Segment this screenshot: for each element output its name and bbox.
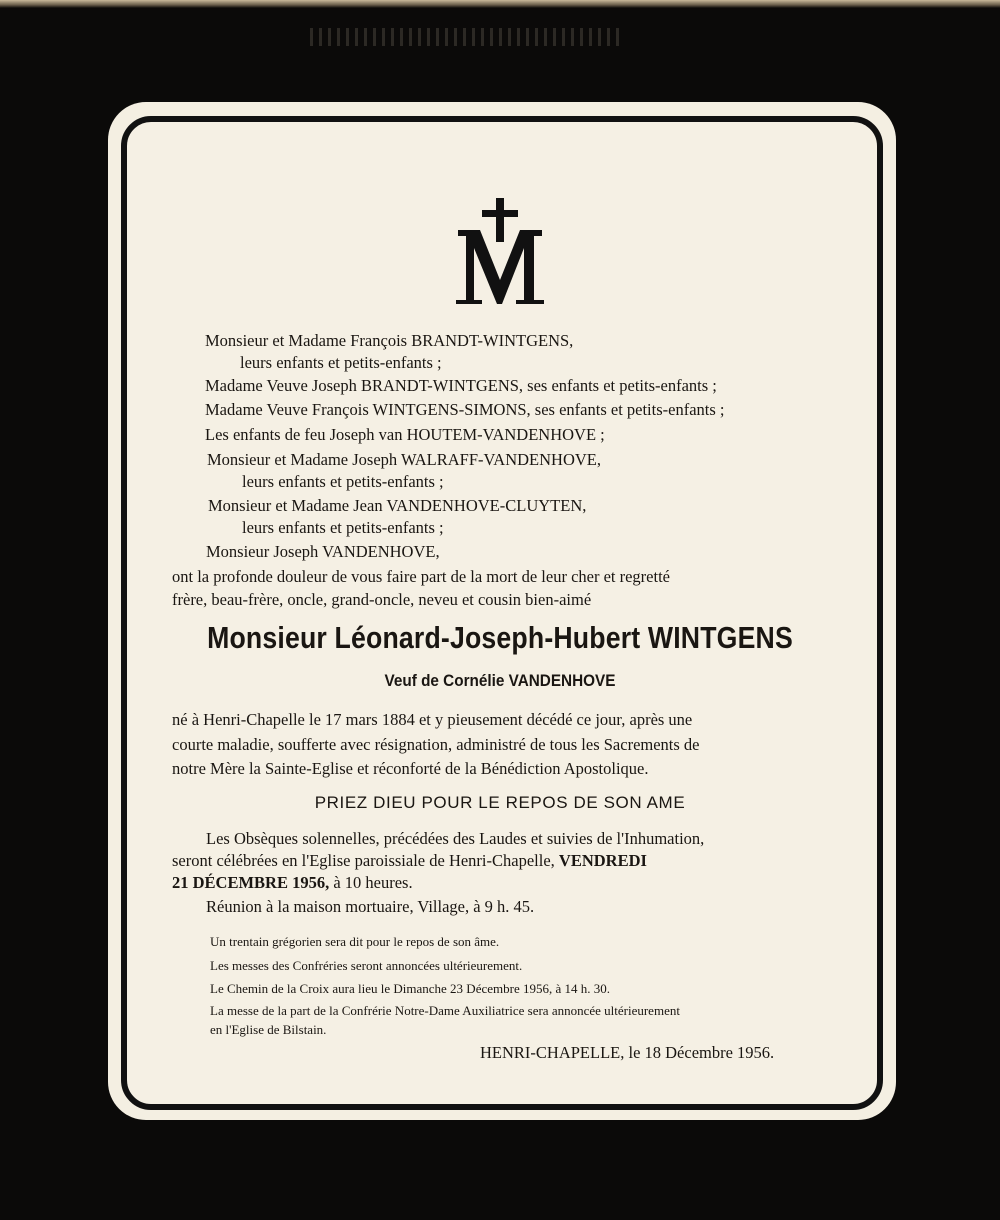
deceased-subtitle: Veuf de Cornélie VANDENHOVE bbox=[384, 671, 616, 690]
family-line: Madame Veuve François WINTGENS-SIMONS, ses enfants et petits-enfants ; bbox=[205, 400, 725, 419]
funeral-day: VENDREDI bbox=[558, 851, 647, 870]
family-line: leurs enfants et petits-enfants ; bbox=[242, 472, 444, 491]
family-line: leurs enfants et petits-enfants ; bbox=[242, 518, 444, 537]
paper-top-edge bbox=[0, 0, 1000, 8]
note-line: Un trentain grégorien sera dit pour le repos de son âme. bbox=[210, 934, 500, 949]
note-line: Les messes des Confréries seront annoncées ultérieurement. bbox=[210, 958, 523, 973]
prayer-heading: PRIEZ DIEU POUR LE REPOS DE SON AME bbox=[314, 793, 686, 812]
bio-line: courte maladie, soufferte avec résignation, administré de tous les Sacrements de bbox=[172, 735, 700, 754]
funeral-date: 21 DÉCEMBRE 1956, bbox=[172, 873, 330, 892]
note-line: en l'Eglise de Bilstain. bbox=[210, 1022, 327, 1037]
family-line: Madame Veuve Joseph BRANDT-WINTGENS, ses enfants et petits-enfants ; bbox=[205, 376, 717, 395]
family-line: Monsieur et Madame Joseph WALRAFF-VANDENHOVE, bbox=[207, 450, 601, 469]
funeral-time: à 10 heures. bbox=[329, 873, 413, 892]
family-line: Monsieur Joseph VANDENHOVE, bbox=[206, 542, 440, 561]
bio-line: notre Mère la Sainte-Eglise et réconforté de la Bénédiction Apostolique. bbox=[172, 759, 649, 778]
place-and-date: HENRI-CHAPELLE, le 18 Décembre 1956. bbox=[480, 1043, 775, 1062]
family-line: Monsieur et Madame François BRANDT-WINTGENS, bbox=[205, 331, 574, 350]
marian-monogram-icon bbox=[450, 196, 550, 306]
announcement-line: ont la profonde douleur de vous faire part de la mort de leur cher et regretté bbox=[172, 567, 670, 586]
note-line: Le Chemin de la Croix aura lieu le Dimanche 23 Décembre 1956, à 14 h. 30. bbox=[210, 981, 610, 996]
binding-marks bbox=[310, 28, 620, 46]
funeral-line: Réunion à la maison mortuaire, Village, à 9 h. 45. bbox=[206, 897, 535, 916]
bio-line: né à Henri-Chapelle le 17 mars 1884 et y pieusement décédé ce jour, après une bbox=[172, 710, 693, 729]
family-line: Les enfants de feu Joseph van HOUTEM-VANDENHOVE ; bbox=[205, 425, 605, 444]
announcement-line: frère, beau-frère, oncle, grand-oncle, neveu et cousin bien-aimé bbox=[172, 590, 592, 609]
family-line: leurs enfants et petits-enfants ; bbox=[240, 353, 442, 372]
funeral-line bbox=[172, 851, 647, 871]
deceased-name: Monsieur Léonard-Joseph-Hubert WINTGENS bbox=[207, 620, 793, 655]
funeral-line: Les Obsèques solennelles, précédées des Laudes et suivies de l'Inhumation, bbox=[206, 829, 705, 848]
funeral-text: seront célébrées en l'Eglise paroissiale de Henri-Chapelle, bbox=[172, 851, 555, 870]
funeral-line bbox=[172, 873, 413, 893]
family-line: Monsieur et Madame Jean VANDENHOVE-CLUYTEN, bbox=[208, 496, 587, 515]
note-line: La messe de la part de la Confrérie Notre-Dame Auxiliatrice sera annoncée ultérieurement bbox=[210, 1003, 680, 1018]
